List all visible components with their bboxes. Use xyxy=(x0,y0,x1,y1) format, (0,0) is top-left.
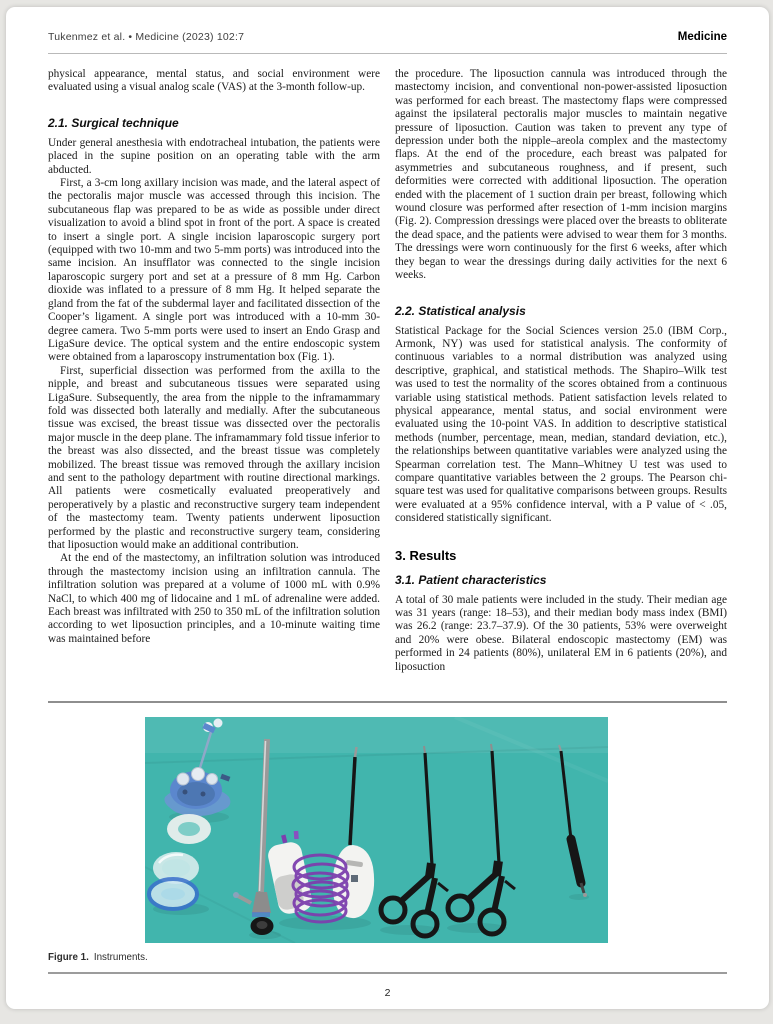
clear-film-ring-inner xyxy=(162,859,190,877)
silicone-ring-hole xyxy=(178,822,200,836)
port-hole xyxy=(183,790,188,795)
blue-rim-ring-inner xyxy=(161,888,185,900)
instruments-photo xyxy=(145,717,608,943)
handle-logo xyxy=(351,875,358,882)
section-heading-3: 3. Results xyxy=(395,547,457,563)
cannula-end-cap xyxy=(583,893,587,897)
header-rule xyxy=(48,53,727,54)
figure-1-photo xyxy=(145,717,608,943)
paragraph-intro: physical appearance, mental status, and social environment were evaluated using a visual analog scale (VAS) at the 3-month follow-up. xyxy=(48,68,380,94)
journal-name: Medicine xyxy=(677,31,727,43)
page-number: 2 xyxy=(384,986,391,999)
cable-connector xyxy=(294,831,299,839)
paragraph: At the end of the mastectomy, an infiltration solution was introduced through the mastectomy incision using an infiltration cannula. The infiltration solution was prepared at a volume of 1000 mL with 0.9% NaCl, to which 400 mg of lidocaine and 1 mL of adrenaline were added. Each breast was infiltrated with 250 to 350 mL of the infiltration solution according to wet liposuction principles, and a 10-minute waiting time was maintained before xyxy=(48,552,380,645)
section-heading-2-2: 2.2. Statistical analysis xyxy=(395,303,526,318)
paragraph: First, superficial dissection was performed from the axilla to the nipple, and breast and subcutaneous tissues were separated using LigaSure. Subsequently, the area from the nipple to the inframammary fold was dissected both laterally and medially. After the subcutaneous tissue was excised, the breast tissue was dissected over the pectoralis major muscle in the deep plane. The inframammary fold tissue inferior to the breast was also dissected, and the breast tissue was completely mobilized. The breast tissue was removed through the axillary incision and sent to the pathology department with routine directional markings. All patients were cosmetically evaluated preoperatively and peroperatively by a plastic and reconstructive surgery team independent of the mastectomy team. Twenty patients underwent liposuction performed by the plastic and reconstructive surgery team, considering that liposuction would make an additional contribution. xyxy=(48,364,380,551)
paragraph: First, a 3-cm long axillary incision was made, and the lateral aspect of the pectoralis major muscle was accessed through this incision. The subcutaneous flap was prepared to be as wide as possible under direct visualization to avoid a blind spot in front of the port. A space is created to insert a single port. A single incision laparoscopic surgery port (equipped with two 10-mm and two 5-mm ports) was introduced into the same incision. An insufflator was connected to the single incision laparoscopic surgery port and set at a pressure of 8 mm Hg. Carbon dioxide was inflated to a pressure of 8 mm Hg. It helped separate the gland from the fat of the subdermal layer and facilitated dissection of the Cooper’s ligament. A single port was introduced with a 10-mm 30-degree camera. Two 5-mm ports were used to insert an Endo Grasp and LigaSure device. The optical system and the entire endoscopic system were obtained from a laparoscopy instrumentation box (Fig. 1). xyxy=(48,177,380,364)
column-right xyxy=(395,68,727,686)
port-channel xyxy=(177,773,189,785)
port-hole xyxy=(201,792,206,797)
scope-blue-band xyxy=(252,912,270,917)
paragraph: Under general anesthesia with endotracheal intubation, the patients were placed in the supine position on an operating table with the arm abducted. xyxy=(48,136,380,176)
grasper-jaw-tip xyxy=(424,746,425,753)
device-tip xyxy=(355,747,357,757)
port-channel xyxy=(192,768,205,781)
paragraph: A total of 30 male patients were included in the study. Their median age was 31 years (range: 18–53), and their median body mass index (BMI) was 26.2 (range: 23.7–37.9). Of the 30 patients, 53% were overweight and 20% were obese. Bilateral endoscopic mastectomy (EM) was performed in 24 patients (80%), unilateral EM in 6 patients (20%), and liposuction xyxy=(395,593,727,673)
running-head: Tukenmez et al. • Medicine (2023) 102:7 xyxy=(48,31,245,43)
grasper-jaw-tip xyxy=(491,744,492,751)
page-content xyxy=(6,7,769,999)
paragraph: Statistical Package for the Social Sciences version 25.0 (IBM Corp., Armonk, NY) was used for statistical analysis. The conformity of continuous variables to a normal distribution was analyzed using descriptive, graphical, and statistical methods. The Shapiro–Wilk test was used to test the normality of the scores obtained from a continuous variable using statistical methods. Patient satisfaction levels related to physical appearance, mental status, and social environment were evaluated using the 10-point VAS. In addition to descriptive statistical methods (number, percentage, mean, median, standard deviation, etc.), the relationships between quantitative variables were analyzed using the Spearman correlation test. The Mann–Whitney U test was used to compare quantitative variables between the 2 groups. The Pearson chi-square test was used for qualitative comparisons between groups. Results were evaluated at a 95% confidence interval, with a P value of < .05, considered statistically significant. xyxy=(395,324,727,525)
stopcock-knob xyxy=(233,892,239,898)
figure-caption-label: Figure 1. xyxy=(48,952,89,963)
journal-page xyxy=(6,7,769,1009)
column-left xyxy=(48,68,380,686)
page-header xyxy=(48,31,727,43)
figure-top-rule xyxy=(48,701,727,703)
figure-bottom-rule xyxy=(48,972,727,974)
section-heading-2-1: 2.1. Surgical technique xyxy=(48,115,179,130)
paragraph-continuation: the procedure. The liposuction cannula was introduced through the mastectomy incision, and conventional non-power-assisted liposuction was performed for each breast. The mastectomy flaps were compressed against the ipsilateral pectoralis major muscles to maintain negative pressure of liposuction. Caution was taken to prevent any type of depression under both the nipple–areola complex and the mastectomy flaps. At the end of the procedure, each breast was palpated for asymmetries and subcutaneous roughness, and if present, such deformities were corrected with additional liposuction. The operation ended with the placement of 1 suction drain per breast, following which wound closure was performed after resection of 1-mm incision margins (Fig. 2). Compression dressings were placed over the breasts to obliterate the dead space, and the patients were advised to wear them for 3 months. The dressings were worn continuously for the first 6 weeks, after which they began to wear the dressings during daily activities for the next 6 weeks. xyxy=(395,68,727,282)
figure-caption xyxy=(48,952,727,963)
figure-caption-text: Instruments. xyxy=(93,952,148,963)
port-dome-shade xyxy=(177,782,215,806)
section-heading-3-1: 3.1. Patient characteristics xyxy=(395,572,547,587)
port-valve-cap xyxy=(214,719,223,728)
scope-eyepiece-lens xyxy=(257,921,268,929)
port-channel xyxy=(207,774,218,785)
article-body xyxy=(48,68,727,686)
